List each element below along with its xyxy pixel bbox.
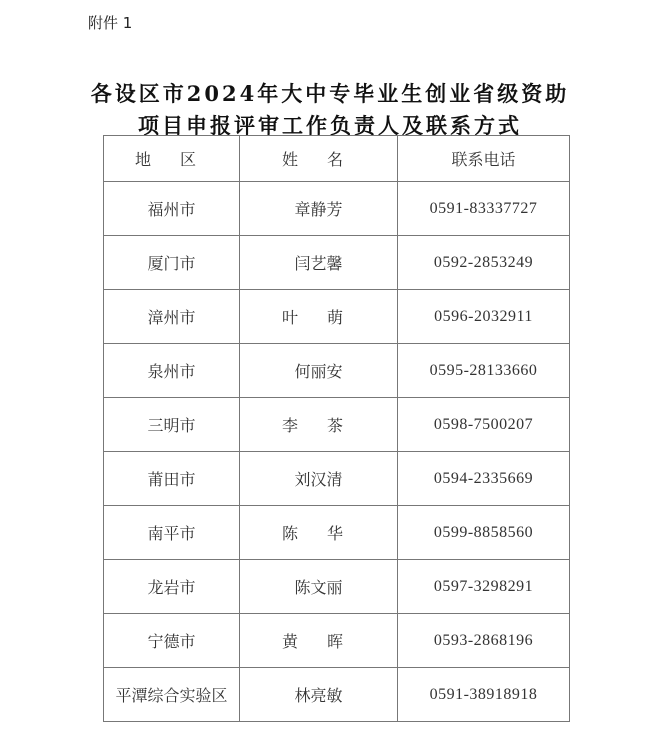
- region-cell: 平潭综合实验区: [104, 668, 240, 722]
- name-cell: 何丽安: [240, 344, 398, 398]
- name-cell: 林亮敏: [240, 668, 398, 722]
- phone-cell: 0599-8858560: [398, 506, 570, 560]
- region-cell: 福州市: [104, 182, 240, 236]
- region-cell: 漳州市: [104, 290, 240, 344]
- table-row: [104, 398, 570, 452]
- phone-cell: 0597-3298291: [398, 560, 570, 614]
- region-cell: 宁德市: [104, 614, 240, 668]
- phone-cell: 0595-28133660: [398, 344, 570, 398]
- name-cell: 陈文丽: [240, 560, 398, 614]
- name-cell: 李 茶: [240, 398, 398, 452]
- region-cell: 泉州市: [104, 344, 240, 398]
- region-cell: 三明市: [104, 398, 240, 452]
- header-phone: 联系电话: [398, 136, 570, 182]
- table-row: [104, 452, 570, 506]
- contacts-table: [103, 135, 570, 722]
- table-row: [104, 236, 570, 290]
- name-cell: 黄 晖: [240, 614, 398, 668]
- name-cell: 刘汉清: [240, 452, 398, 506]
- region-cell: 厦门市: [104, 236, 240, 290]
- phone-cell: 0591-83337727: [398, 182, 570, 236]
- phone-cell: 0593-2868196: [398, 614, 570, 668]
- header-region: 地 区: [104, 136, 240, 182]
- table-row: [104, 290, 570, 344]
- table-row: [104, 182, 570, 236]
- phone-cell: 0591-38918918: [398, 668, 570, 722]
- name-cell: 叶 萌: [240, 290, 398, 344]
- attachment-label: 附件 1: [88, 14, 133, 32]
- table-row: [104, 560, 570, 614]
- header-name: 姓 名: [240, 136, 398, 182]
- region-cell: 南平市: [104, 506, 240, 560]
- phone-cell: 0592-2853249: [398, 236, 570, 290]
- name-cell: 闫艺馨: [240, 236, 398, 290]
- document-title-line-1: 各设区市2024年大中专毕业生创业省级资助: [90, 81, 570, 106]
- table-header-row: [104, 136, 570, 182]
- table-row: [104, 344, 570, 398]
- phone-cell: 0594-2335669: [398, 452, 570, 506]
- name-cell: 章静芳: [240, 182, 398, 236]
- table-row: [104, 668, 570, 722]
- region-cell: 莆田市: [104, 452, 240, 506]
- table-row: [104, 506, 570, 560]
- document-title-line-2: 项目申报评审工作负责人及联系方式: [138, 113, 522, 138]
- phone-cell: 0598-7500207: [398, 398, 570, 452]
- name-cell: 陈 华: [240, 506, 398, 560]
- phone-cell: 0596-2032911: [398, 290, 570, 344]
- region-cell: 龙岩市: [104, 560, 240, 614]
- table-row: [104, 614, 570, 668]
